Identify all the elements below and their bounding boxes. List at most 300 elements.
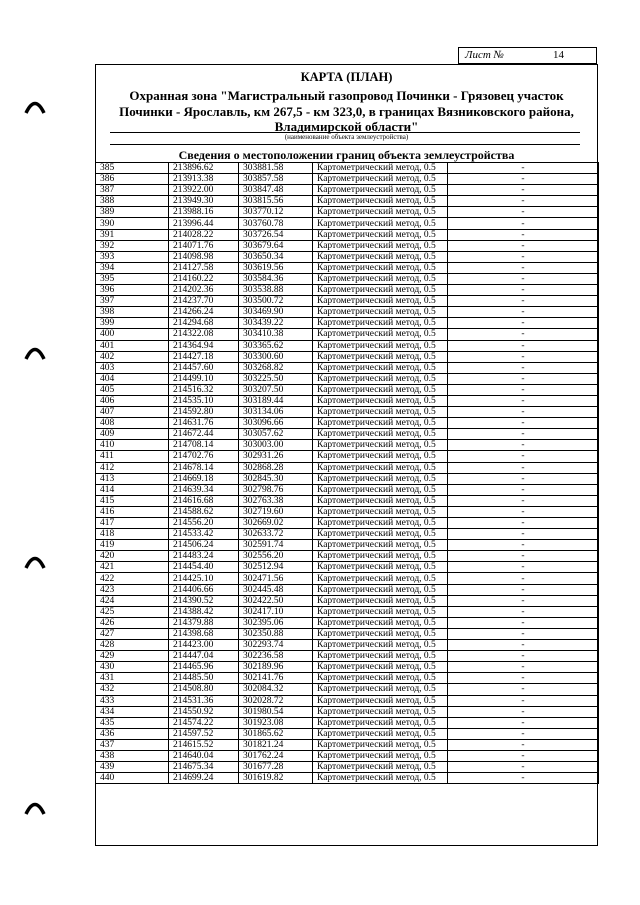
- description-cell: -: [448, 185, 599, 196]
- table-row: [96, 196, 599, 207]
- point-number-cell: 437: [96, 739, 169, 750]
- sheet-number-box: [458, 47, 597, 64]
- y-coordinate-cell: 302471.56: [239, 573, 313, 584]
- y-coordinate-cell: 301762.24: [239, 750, 313, 761]
- description-cell: -: [448, 739, 599, 750]
- description-cell: -: [448, 617, 599, 628]
- y-coordinate-cell: 302141.76: [239, 673, 313, 684]
- table-row: [96, 473, 599, 484]
- table-row: [96, 551, 599, 562]
- description-cell: -: [448, 717, 599, 728]
- table-row: [96, 318, 599, 329]
- x-coordinate-cell: 214533.42: [169, 529, 239, 540]
- table-row: [96, 773, 599, 784]
- method-cell: Картометрический метод, 0.5: [313, 773, 448, 784]
- x-coordinate-cell: 214531.36: [169, 695, 239, 706]
- point-number-cell: 413: [96, 473, 169, 484]
- x-coordinate-cell: 214699.24: [169, 773, 239, 784]
- y-coordinate-cell: 303584.36: [239, 273, 313, 284]
- y-coordinate-cell: 303134.06: [239, 407, 313, 418]
- description-cell: -: [448, 584, 599, 595]
- description-cell: -: [448, 750, 599, 761]
- x-coordinate-cell: 213913.38: [169, 174, 239, 185]
- table-row: [96, 684, 599, 695]
- x-coordinate-cell: 214425.10: [169, 573, 239, 584]
- y-coordinate-cell: 303538.88: [239, 285, 313, 296]
- point-number-cell: 405: [96, 384, 169, 395]
- x-coordinate-cell: 214071.76: [169, 240, 239, 251]
- x-coordinate-cell: 214266.24: [169, 307, 239, 318]
- description-cell: -: [448, 373, 599, 384]
- description-cell: -: [448, 340, 599, 351]
- y-coordinate-cell: 303189.44: [239, 395, 313, 406]
- description-cell: -: [448, 240, 599, 251]
- description-cell: -: [448, 418, 599, 429]
- x-coordinate-cell: 214237.70: [169, 296, 239, 307]
- method-cell: Картометрический метод, 0.5: [313, 185, 448, 196]
- y-coordinate-cell: 303619.56: [239, 262, 313, 273]
- y-coordinate-cell: 302293.74: [239, 640, 313, 651]
- table-row: [96, 407, 599, 418]
- map-title: КАРТА (ПЛАН): [300, 70, 393, 84]
- table-row: [96, 418, 599, 429]
- point-number-cell: 425: [96, 606, 169, 617]
- point-number-cell: 409: [96, 429, 169, 440]
- table-row: [96, 229, 599, 240]
- y-coordinate-cell: 303300.60: [239, 351, 313, 362]
- table-row: [96, 273, 599, 284]
- x-coordinate-cell: 214550.92: [169, 706, 239, 717]
- object-name-line-2: Починки - Ярославль, км 267,5 - км 323,0, в границах Вязниковского района,: [119, 104, 574, 119]
- point-number-cell: 424: [96, 595, 169, 606]
- description-cell: -: [448, 251, 599, 262]
- x-coordinate-cell: 214483.24: [169, 551, 239, 562]
- table-row: [96, 584, 599, 595]
- point-number-cell: 418: [96, 529, 169, 540]
- method-cell: Картометрический метод, 0.5: [313, 617, 448, 628]
- x-coordinate-cell: 214098.98: [169, 251, 239, 262]
- x-coordinate-cell: 214535.10: [169, 395, 239, 406]
- x-coordinate-cell: 213996.44: [169, 218, 239, 229]
- table-row: [96, 429, 599, 440]
- description-cell: -: [448, 462, 599, 473]
- x-coordinate-cell: 214588.62: [169, 506, 239, 517]
- table-row: [96, 440, 599, 451]
- point-number-cell: 432: [96, 684, 169, 695]
- point-number-cell: 434: [96, 706, 169, 717]
- description-cell: -: [448, 473, 599, 484]
- y-coordinate-cell: 303268.82: [239, 362, 313, 373]
- x-coordinate-cell: 213988.16: [169, 207, 239, 218]
- point-number-cell: 433: [96, 695, 169, 706]
- method-cell: Картометрический метод, 0.5: [313, 595, 448, 606]
- table-row: [96, 562, 599, 573]
- y-coordinate-cell: 303815.56: [239, 196, 313, 207]
- x-coordinate-cell: 214640.04: [169, 750, 239, 761]
- table-row: [96, 340, 599, 351]
- x-coordinate-cell: 214423.00: [169, 640, 239, 651]
- description-cell: -: [448, 163, 599, 174]
- point-number-cell: 436: [96, 728, 169, 739]
- table-row: [96, 307, 599, 318]
- x-coordinate-cell: 214427.18: [169, 351, 239, 362]
- description-cell: -: [448, 495, 599, 506]
- method-cell: Картометрический метод, 0.5: [313, 262, 448, 273]
- y-coordinate-cell: 301821.24: [239, 739, 313, 750]
- description-cell: -: [448, 307, 599, 318]
- x-coordinate-cell: 214678.14: [169, 462, 239, 473]
- method-cell: Картометрический метод, 0.5: [313, 207, 448, 218]
- point-number-cell: 390: [96, 218, 169, 229]
- table-row: [96, 362, 599, 373]
- object-caption: (наименование объекта землеустройства): [284, 133, 409, 141]
- point-number-cell: 404: [96, 373, 169, 384]
- description-cell: -: [448, 395, 599, 406]
- table-row: [96, 762, 599, 773]
- table-row: [96, 207, 599, 218]
- method-cell: Картометрический метод, 0.5: [313, 307, 448, 318]
- description-cell: -: [448, 362, 599, 373]
- y-coordinate-cell: 302931.26: [239, 451, 313, 462]
- point-number-cell: 431: [96, 673, 169, 684]
- y-coordinate-cell: 303057.62: [239, 429, 313, 440]
- table-row: [96, 706, 599, 717]
- method-cell: Картометрический метод, 0.5: [313, 418, 448, 429]
- method-cell: Картометрический метод, 0.5: [313, 495, 448, 506]
- y-coordinate-cell: 303726.54: [239, 229, 313, 240]
- point-number-cell: 420: [96, 551, 169, 562]
- description-cell: -: [448, 651, 599, 662]
- description-cell: -: [448, 407, 599, 418]
- point-number-cell: 388: [96, 196, 169, 207]
- table-row: [96, 240, 599, 251]
- table-row: [96, 529, 599, 540]
- table-row: [96, 451, 599, 462]
- x-coordinate-cell: 214485.50: [169, 673, 239, 684]
- y-coordinate-cell: 303770.12: [239, 207, 313, 218]
- table-row: [96, 373, 599, 384]
- table-row: [96, 628, 599, 639]
- description-cell: -: [448, 351, 599, 362]
- description-cell: -: [448, 262, 599, 273]
- method-cell: Картометрический метод, 0.5: [313, 296, 448, 307]
- method-cell: Картометрический метод, 0.5: [313, 551, 448, 562]
- y-coordinate-cell: 303881.58: [239, 163, 313, 174]
- method-cell: Картометрический метод, 0.5: [313, 717, 448, 728]
- x-coordinate-cell: 214675.34: [169, 762, 239, 773]
- x-coordinate-cell: 214669.18: [169, 473, 239, 484]
- binder-mark-icon: [24, 551, 46, 571]
- description-cell: -: [448, 695, 599, 706]
- y-coordinate-cell: 302798.76: [239, 484, 313, 495]
- method-cell: Картометрический метод, 0.5: [313, 518, 448, 529]
- x-coordinate-cell: 214447.04: [169, 651, 239, 662]
- coordinates-table: [95, 162, 599, 784]
- table-row: [96, 251, 599, 262]
- description-cell: -: [448, 196, 599, 207]
- object-name-line-1: Охранная зона "Магистральный газопровод Починки - Грязовец участок: [129, 88, 564, 103]
- method-cell: Картометрический метод, 0.5: [313, 373, 448, 384]
- y-coordinate-cell: 301677.28: [239, 762, 313, 773]
- y-coordinate-cell: 302422.50: [239, 595, 313, 606]
- y-coordinate-cell: 302189.96: [239, 662, 313, 673]
- method-cell: Картометрический метод, 0.5: [313, 395, 448, 406]
- point-number-cell: 396: [96, 285, 169, 296]
- y-coordinate-cell: 301865.62: [239, 728, 313, 739]
- x-coordinate-cell: 214322.08: [169, 329, 239, 340]
- point-number-cell: 440: [96, 773, 169, 784]
- table-row: [96, 518, 599, 529]
- point-number-cell: 395: [96, 273, 169, 284]
- method-cell: Картометрический метод, 0.5: [313, 706, 448, 717]
- point-number-cell: 421: [96, 562, 169, 573]
- y-coordinate-cell: 301923.08: [239, 717, 313, 728]
- point-number-cell: 402: [96, 351, 169, 362]
- description-cell: -: [448, 673, 599, 684]
- description-cell: -: [448, 451, 599, 462]
- point-number-cell: 391: [96, 229, 169, 240]
- table-row: [96, 573, 599, 584]
- point-number-cell: 411: [96, 451, 169, 462]
- table-row: [96, 484, 599, 495]
- table-row: [96, 174, 599, 185]
- point-number-cell: 398: [96, 307, 169, 318]
- method-cell: Картометрический метод, 0.5: [313, 218, 448, 229]
- table-row: [96, 739, 599, 750]
- point-number-cell: 385: [96, 163, 169, 174]
- x-coordinate-cell: 214160.22: [169, 273, 239, 284]
- table-row: [96, 285, 599, 296]
- x-coordinate-cell: 214127.58: [169, 262, 239, 273]
- method-cell: Картометрический метод, 0.5: [313, 640, 448, 651]
- table-row: [96, 163, 599, 174]
- object-name-line-3: Владимирской области": [274, 119, 419, 134]
- x-coordinate-cell: 214616.68: [169, 495, 239, 506]
- x-coordinate-cell: 214364.94: [169, 340, 239, 351]
- y-coordinate-cell: 302445.48: [239, 584, 313, 595]
- y-coordinate-cell: 301619.82: [239, 773, 313, 784]
- method-cell: Картометрический метод, 0.5: [313, 229, 448, 240]
- table-row: [96, 218, 599, 229]
- method-cell: Картометрический метод, 0.5: [313, 251, 448, 262]
- y-coordinate-cell: 303365.62: [239, 340, 313, 351]
- method-cell: Картометрический метод, 0.5: [313, 362, 448, 373]
- x-coordinate-cell: 214708.14: [169, 440, 239, 451]
- method-cell: Картометрический метод, 0.5: [313, 750, 448, 761]
- point-number-cell: 408: [96, 418, 169, 429]
- binder-mark-icon: [24, 797, 46, 817]
- method-cell: Картометрический метод, 0.5: [313, 506, 448, 517]
- y-coordinate-cell: 303439.22: [239, 318, 313, 329]
- y-coordinate-cell: 303500.72: [239, 296, 313, 307]
- sheet-number: 14: [553, 49, 564, 61]
- y-coordinate-cell: 303679.64: [239, 240, 313, 251]
- description-cell: -: [448, 229, 599, 240]
- method-cell: Картометрический метод, 0.5: [313, 628, 448, 639]
- description-cell: -: [448, 551, 599, 562]
- method-cell: Картометрический метод, 0.5: [313, 174, 448, 185]
- y-coordinate-cell: 303469.90: [239, 307, 313, 318]
- y-coordinate-cell: 303096.66: [239, 418, 313, 429]
- table-row: [96, 506, 599, 517]
- y-coordinate-cell: 302028.72: [239, 695, 313, 706]
- x-coordinate-cell: 214631.76: [169, 418, 239, 429]
- table-row: [96, 262, 599, 273]
- method-cell: Картометрический метод, 0.5: [313, 329, 448, 340]
- y-coordinate-cell: 302350.88: [239, 628, 313, 639]
- point-number-cell: 439: [96, 762, 169, 773]
- point-number-cell: 428: [96, 640, 169, 651]
- y-coordinate-cell: 303857.58: [239, 174, 313, 185]
- table-row: [96, 384, 599, 395]
- table-row: [96, 462, 599, 473]
- method-cell: Картометрический метод, 0.5: [313, 762, 448, 773]
- point-number-cell: 394: [96, 262, 169, 273]
- description-cell: -: [448, 628, 599, 639]
- method-cell: Картометрический метод, 0.5: [313, 285, 448, 296]
- x-coordinate-cell: 214516.32: [169, 384, 239, 395]
- table-row: [96, 395, 599, 406]
- method-cell: Картометрический метод, 0.5: [313, 440, 448, 451]
- x-coordinate-cell: 214465.96: [169, 662, 239, 673]
- point-number-cell: 403: [96, 362, 169, 373]
- y-coordinate-cell: 303760.78: [239, 218, 313, 229]
- method-cell: Картометрический метод, 0.5: [313, 351, 448, 362]
- y-coordinate-cell: 303003.00: [239, 440, 313, 451]
- sheet-label: Лист №: [465, 49, 504, 61]
- method-cell: Картометрический метод, 0.5: [313, 540, 448, 551]
- description-cell: -: [448, 684, 599, 695]
- point-number-cell: 422: [96, 573, 169, 584]
- point-number-cell: 410: [96, 440, 169, 451]
- point-number-cell: 400: [96, 329, 169, 340]
- table-row: [96, 351, 599, 362]
- method-cell: Картометрический метод, 0.5: [313, 695, 448, 706]
- table-row: [96, 606, 599, 617]
- method-cell: Картометрический метод, 0.5: [313, 684, 448, 695]
- description-cell: -: [448, 573, 599, 584]
- y-coordinate-cell: 301980.54: [239, 706, 313, 717]
- description-cell: -: [448, 384, 599, 395]
- method-cell: Картометрический метод, 0.5: [313, 240, 448, 251]
- method-cell: Картометрический метод, 0.5: [313, 163, 448, 174]
- description-cell: -: [448, 174, 599, 185]
- x-coordinate-cell: 214379.88: [169, 617, 239, 628]
- method-cell: Картометрический метод, 0.5: [313, 739, 448, 750]
- point-number-cell: 430: [96, 662, 169, 673]
- method-cell: Картометрический метод, 0.5: [313, 473, 448, 484]
- point-number-cell: 401: [96, 340, 169, 351]
- x-coordinate-cell: 213896.62: [169, 163, 239, 174]
- method-cell: Картометрический метод, 0.5: [313, 562, 448, 573]
- description-cell: -: [448, 540, 599, 551]
- point-number-cell: 415: [96, 495, 169, 506]
- description-cell: -: [448, 640, 599, 651]
- y-coordinate-cell: 303225.50: [239, 373, 313, 384]
- method-cell: Картометрический метод, 0.5: [313, 728, 448, 739]
- table-row: [96, 662, 599, 673]
- point-number-cell: 386: [96, 174, 169, 185]
- x-coordinate-cell: 214390.52: [169, 595, 239, 606]
- table-row: [96, 185, 599, 196]
- method-cell: Картометрический метод, 0.5: [313, 451, 448, 462]
- x-coordinate-cell: 213949.30: [169, 196, 239, 207]
- method-cell: Картометрический метод, 0.5: [313, 429, 448, 440]
- x-coordinate-cell: 214388.42: [169, 606, 239, 617]
- point-number-cell: 427: [96, 628, 169, 639]
- method-cell: Картометрический метод, 0.5: [313, 573, 448, 584]
- y-coordinate-cell: 302868.28: [239, 462, 313, 473]
- point-number-cell: 412: [96, 462, 169, 473]
- x-coordinate-cell: 214454.40: [169, 562, 239, 573]
- x-coordinate-cell: 214398.68: [169, 628, 239, 639]
- method-cell: Картометрический метод, 0.5: [313, 584, 448, 595]
- x-coordinate-cell: 214672.44: [169, 429, 239, 440]
- point-number-cell: 414: [96, 484, 169, 495]
- method-cell: Картометрический метод, 0.5: [313, 462, 448, 473]
- binder-mark-icon: [24, 342, 46, 362]
- table-row: [96, 617, 599, 628]
- x-coordinate-cell: 213922.00: [169, 185, 239, 196]
- method-cell: Картометрический метод, 0.5: [313, 407, 448, 418]
- method-cell: Картометрический метод, 0.5: [313, 651, 448, 662]
- description-cell: -: [448, 595, 599, 606]
- y-coordinate-cell: 303410.38: [239, 329, 313, 340]
- description-cell: -: [448, 662, 599, 673]
- point-number-cell: 426: [96, 617, 169, 628]
- y-coordinate-cell: 302591.74: [239, 540, 313, 551]
- y-coordinate-cell: 303650.34: [239, 251, 313, 262]
- y-coordinate-cell: 302512.94: [239, 562, 313, 573]
- method-cell: Картометрический метод, 0.5: [313, 340, 448, 351]
- binder-mark-icon: [24, 96, 46, 116]
- table-row: [96, 717, 599, 728]
- y-coordinate-cell: 302395.06: [239, 617, 313, 628]
- x-coordinate-cell: 214499.10: [169, 373, 239, 384]
- description-cell: -: [448, 529, 599, 540]
- table-row: [96, 540, 599, 551]
- y-coordinate-cell: 303847.48: [239, 185, 313, 196]
- table-row: [96, 695, 599, 706]
- x-coordinate-cell: 214294.68: [169, 318, 239, 329]
- table-row: [96, 728, 599, 739]
- description-cell: -: [448, 518, 599, 529]
- point-number-cell: 389: [96, 207, 169, 218]
- x-coordinate-cell: 214202.36: [169, 285, 239, 296]
- x-coordinate-cell: 214457.60: [169, 362, 239, 373]
- x-coordinate-cell: 214406.66: [169, 584, 239, 595]
- description-cell: -: [448, 429, 599, 440]
- point-number-cell: 438: [96, 750, 169, 761]
- point-number-cell: 399: [96, 318, 169, 329]
- y-coordinate-cell: 302417.10: [239, 606, 313, 617]
- x-coordinate-cell: 214028.22: [169, 229, 239, 240]
- x-coordinate-cell: 214592.80: [169, 407, 239, 418]
- method-cell: Картометрический метод, 0.5: [313, 196, 448, 207]
- description-cell: -: [448, 285, 599, 296]
- point-number-cell: 406: [96, 395, 169, 406]
- y-coordinate-cell: 302719.60: [239, 506, 313, 517]
- table-row: [96, 640, 599, 651]
- table-row: [96, 329, 599, 340]
- point-number-cell: 435: [96, 717, 169, 728]
- description-cell: -: [448, 440, 599, 451]
- method-cell: Картометрический метод, 0.5: [313, 673, 448, 684]
- table-row: [96, 750, 599, 761]
- y-coordinate-cell: 303207.50: [239, 384, 313, 395]
- x-coordinate-cell: 214506.24: [169, 540, 239, 551]
- description-cell: -: [448, 318, 599, 329]
